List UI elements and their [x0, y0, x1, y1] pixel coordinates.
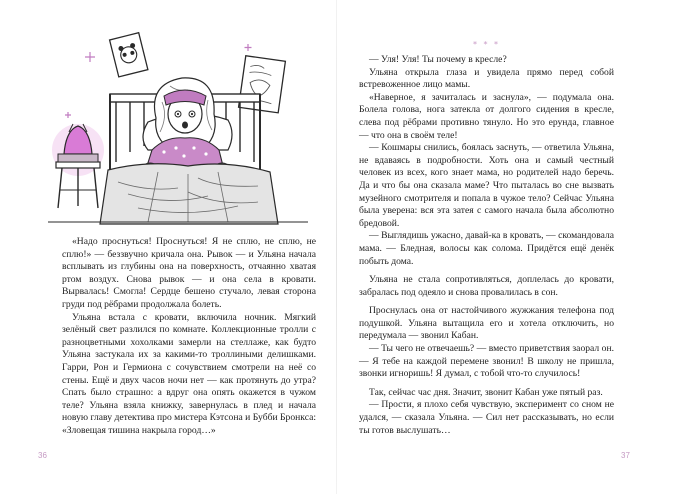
left-page-text — [62, 236, 316, 438]
page-number: 36 — [38, 451, 47, 460]
paragraph: «Надо проснуться! Проснуться! Я не сплю, не сплю, не сплю!» — беззвучно кричала она. Рывок — и Ульяна начала всплывать из глубины она на поверхность, отчаянно хватая ртом воздух. Снова рывок — и она села в кровати. Вырвалась! Смогла! Сердце бешено стучало, левая сторона груди под рёбрами продолжала болеть. — [62, 236, 316, 310]
paragraph: — Выглядишь ужасно, давай-ка в кровать, — скомандовала мама. — Бледная, волосы как солома. Придётся ещё денёк побыть дома. — [359, 230, 614, 267]
paragraph: — Ты чего не отвечаешь? — вместо приветствия заорал он. — Я тебе на каждой перемене звонил! В школу не пришла, звонки игноришь! Я думал, с тобой что-то случилось! — [359, 343, 614, 380]
paragraph: — Прости, я плохо себя чувствую, эксперимент со сном не удался, — сказала Ульяна. — Сил нет рассказывать, но если ты готов выслушать… — [359, 399, 614, 436]
right-page-text — [359, 54, 614, 437]
paragraph: — Кошмары снились, боялась заснуть, — ответила Ульяна, не вдаваясь в подробности. Хоть она и самый честный человек из всех, кого знает мама, но родителей надо беречь. Да и что бы она сказала маме? Что пыталась во сне вызвать музейного смотрителя и попала в чужое тело? Сейчас Ульяна была уверена: вся эта затея с самого начала была абсолютно бредовой. — [359, 142, 614, 229]
paragraph: «Наверное, я зачиталась и заснула», — подумала она. Болела голова, нога затекла от долгого сидения в кресле, слева под рёбрами противно тянуло. Но это ерунда, главное — что она в своём теле! — [359, 91, 614, 141]
paragraph: Ульяна открыла глаза и увидела прямо перед собой встревоженное лицо мамы. — [359, 66, 614, 91]
paragraph: — Уля! Уля! Ты почему в кресле? — [369, 54, 507, 65]
right-page — [337, 0, 674, 494]
girl-waking-in-bed-icon — [38, 22, 318, 232]
paragraph: Ульяна встала с кровати, включила ночник. Мягкий зелёный свет разлился по комнате. Коллекционные тролли с разноцветными хохолками замерли на стеллаже, как будто Ульяна застукала их за какими-то троллиными делишками. Гарри, Рон и Гермиона с сочувствием смотрели на неё со стены. Ещё и двух часов ночи нет — как протянуть до утра? Спать было страшно: а вдруг она опять окажется в чужом теле? Ульяна взяла книжку, завернулась в плед и начала новую главу детектива про мистера Кэтсона и Бубби Бронкса: «Зловещая тишина накрыла город…» — [62, 311, 316, 436]
paragraph: Ульяна не стала сопротивляться, доплелась до кровати, забралась под одеяло и снова провалилась в сон. — [359, 274, 614, 298]
paragraph: Так, сейчас час дня. Значит, звонит Кабан уже пятый раз. — [369, 386, 603, 398]
page-number: 37 — [621, 451, 630, 460]
paragraph: Проснулась она от настойчивого жужжания телефона под подушкой. Ульяна вытащила его и хотела отключить, но передумала — звонил Кабан. — [359, 305, 614, 342]
bedroom-illustration — [38, 22, 318, 232]
section-break: * * * — [472, 40, 501, 49]
